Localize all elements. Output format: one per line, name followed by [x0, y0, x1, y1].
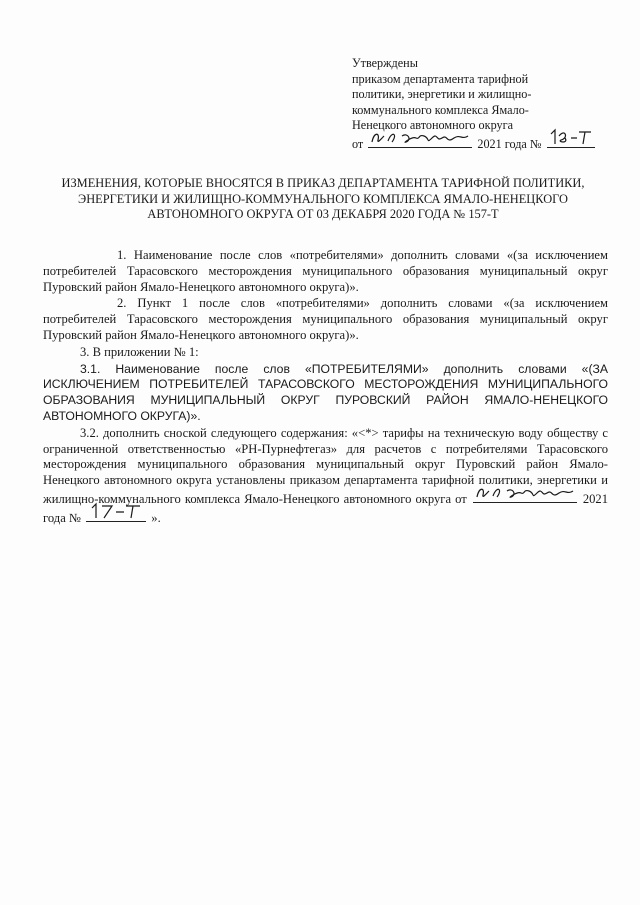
approval-line: коммунального комплекса Ямало-	[352, 102, 529, 117]
item-text: Пункт 1 после слов «потребителями» дополнить словами «(за исключением потребителей Тарасовского месторождения муниципального образования муниципальный округ Пуровский район Ямало-Ненецкого автономного округа)».	[43, 296, 608, 342]
handwritten-date-signature	[473, 481, 577, 503]
list-item	[43, 248, 608, 295]
item-number: 1.	[117, 248, 127, 262]
list-item	[43, 345, 608, 361]
item-text: 3.1. Наименование после слов «ПОТРЕБИТЕЛЯМИ» дополнить словами «(ЗА ИСКЛЮЧЕНИЕМ ПОТРЕБИТЕЛЕЙ ТАРАСОВСКОГО МЕСТОРОЖДЕНИЯ МУНИЦИПАЛЬНОГО ОБРАЗОВАНИЯ МУНИЦИПАЛЬНЫЙ ОКРУГ ПУРОВСКИЙ РАЙОН ЯМАЛО-НЕНЕЦКОГО АВТОНОМНОГО ОКРУГА)».	[43, 361, 608, 423]
approval-year-label: 2021 года №	[477, 136, 542, 151]
handwritten-number	[86, 508, 146, 522]
item-text: Наименование после слов «потребителями» дополнить словами «(за исключением потребителей Тарасовского месторождения муниципального образования муниципальный округ Пуровский район Ямало-Ненецкого автономного округа)».	[43, 248, 608, 294]
handwritten-date	[368, 134, 472, 148]
item-text-end: ».	[151, 510, 161, 525]
approval-date-line	[352, 134, 612, 153]
item-text: 3.2. дополнить сноской следующего содержания: «<*> тарифы на техническую воду обществу с ограниченной ответственностью «РН-Пурнефтегаз» для расчетов с потребителями Тарасовского месторождения муниципального образования муниципальный округ Пуровский район Ямало-Ненецкого автономного округа установлены приказом департамента тарифной политики, энергетики и жилищно-коммунального комплекса Ямало-Ненецкого автономного округа от	[43, 425, 608, 506]
handwritten-date-signature	[368, 126, 472, 148]
document-body	[43, 248, 608, 528]
item-text: 3. В приложении № 1:	[80, 344, 199, 359]
handwritten-number-signature	[547, 126, 595, 148]
approval-line: политики, энергетики и жилищно-	[352, 87, 532, 102]
list-item	[43, 362, 608, 425]
list-item	[43, 426, 608, 527]
approval-line: Утверждены	[352, 56, 418, 70]
approval-line: приказом департамента тарифной	[352, 71, 529, 86]
approval-block	[352, 56, 612, 153]
handwritten-number-signature	[86, 500, 146, 522]
item-number: 2.	[117, 296, 127, 311]
handwritten-date	[473, 489, 577, 503]
handwritten-number	[547, 134, 595, 148]
approval-from-label: от	[352, 136, 364, 151]
approval-line: Ненецкого автономного округа	[352, 118, 514, 133]
document-title: ИЗМЕНЕНИЯ, КОТОРЫЕ ВНОСЯТСЯ В ПРИКАЗ ДЕПАРТАМЕНТА ТАРИФНОЙ ПОЛИТИКИ, ЭНЕРГЕТИКИ И ЖИЛИЩНО-КОММУНАЛЬНОГО КОМПЛЕКСА ЯМАЛО-НЕНЕЦКОГО АВТОНОМНОГО ОКРУГА ОТ 03 ДЕКАБРЯ 2020 ГОДА № 157-Т	[61, 176, 585, 222]
list-item	[43, 296, 608, 343]
item-year-label: 2021 года №	[43, 491, 609, 525]
